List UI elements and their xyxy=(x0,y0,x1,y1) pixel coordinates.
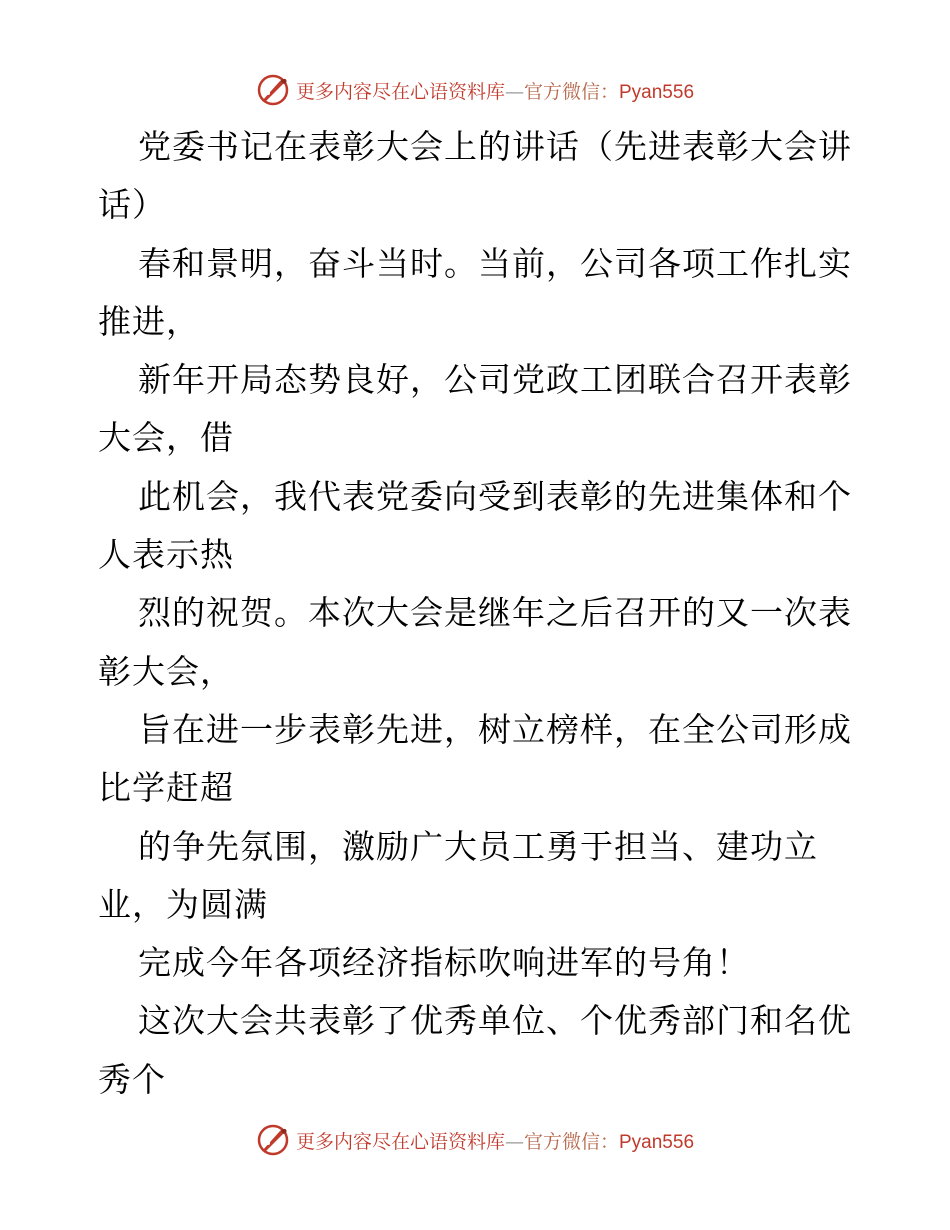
text-line: 这次大会共表彰了优秀单位、个优秀部门和名优 xyxy=(138,1001,852,1041)
text-line: 烈的祝贺。本次大会是继年之后召开的又一次表 xyxy=(138,593,852,633)
footer-wechat-id: Pyan556 xyxy=(619,1131,695,1153)
footer-banner xyxy=(0,1120,950,1160)
quill-pen-logo-icon xyxy=(256,73,290,107)
text-line: 党委书记在表彰大会上的讲话（先进表彰大会讲 xyxy=(138,127,852,166)
text-line: 新年开局态势良好，公司党政工团联合召开表彰 xyxy=(138,360,852,400)
text-line: 比学赶超 xyxy=(98,768,234,808)
header-wechat-id: Pyan556 xyxy=(619,81,695,103)
text-line: 人表示热 xyxy=(98,535,234,575)
text-line: 秀个 xyxy=(98,1059,166,1099)
footer-banner-text xyxy=(296,1127,694,1154)
header-wechat-label: 官方微信： xyxy=(523,80,619,103)
header-banner-separator: — xyxy=(504,80,524,103)
footer-banner-title: 更多内容尽在心语资料库 xyxy=(295,1130,505,1153)
text-line: 话） xyxy=(98,185,166,225)
text-line: 旨在进一步表彰先进，树立榜样，在全公司形成 xyxy=(138,709,852,749)
text-line: 的争先氛围，激励广大员工勇于担当、建功立 xyxy=(138,826,818,866)
footer-wechat-label: 官方微信： xyxy=(523,1130,619,1153)
footer-banner-separator: — xyxy=(504,1130,524,1153)
header-banner xyxy=(0,70,950,110)
text-line: 春和景明，奋斗当时。当前，公司各项工作扎实 xyxy=(138,243,852,283)
quill-pen-logo-icon xyxy=(256,1123,290,1157)
speech-body xyxy=(98,118,858,1109)
text-line: 此机会，我代表党委向受到表彰的先进集体和个 xyxy=(138,476,852,516)
text-line: 推进， xyxy=(98,301,200,341)
text-line: 完成今年各项经济指标吹响进军的号角！ xyxy=(138,943,750,983)
text-line: 大会，借 xyxy=(98,418,234,458)
header-banner-text xyxy=(296,77,694,104)
text-line: 彰大会， xyxy=(98,651,234,691)
header-banner-title: 更多内容尽在心语资料库 xyxy=(295,80,505,103)
text-line: 业，为圆满 xyxy=(98,884,268,924)
